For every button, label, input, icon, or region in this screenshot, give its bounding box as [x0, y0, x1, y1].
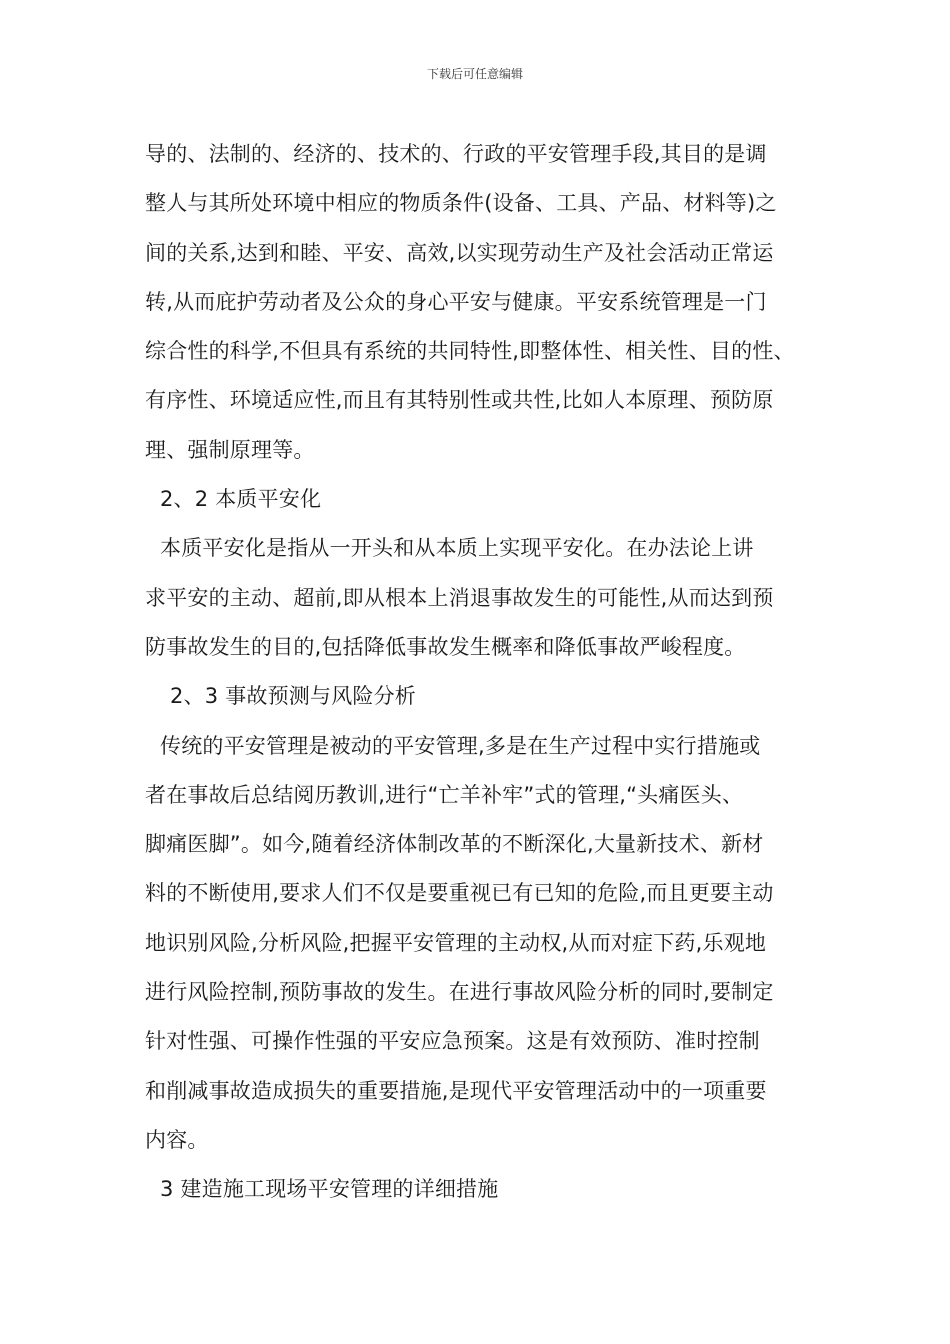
paragraph-line: 防事故发生的目的,包括降低事故发生概率和降低事故严峻程度。 — [145, 634, 746, 659]
paragraph-line: 求平安的主动、超前,即从根本上消退事故发生的可能性,从而达到预 — [145, 585, 774, 610]
paragraph-line: 间的关系,达到和睦、平安、高效,以实现劳动生产及社会活动正常运 — [145, 240, 774, 265]
paragraph-line: 和削减事故造成损失的重要措施,是现代平安管理活动中的一项重要 — [145, 1078, 767, 1103]
paragraph-line: 者在事故后总结阅历教训,进行“亡羊补牢”式的管理,“头痛医头、 — [145, 782, 744, 807]
paragraph-line: 本质平安化是指从一开头和从本质上实现平安化。在办法论上讲 — [160, 536, 754, 561]
section-heading: 3 建造施工现场平安管理的详细措施 — [160, 1177, 499, 1202]
paragraph-line: 料的不断使用,要求人们不仅是要重视已有已知的危险,而且更要主动 — [145, 881, 774, 906]
document-body — [145, 130, 825, 1215]
paragraph-line: 传统的平安管理是被动的平安管理,多是在生产过程中实行措施或 — [160, 733, 761, 758]
paragraph-line: 脚痛医脚”。如今,随着经济体制改革的不断深化,大量新技术、新材 — [145, 832, 764, 857]
paragraph-line: 理、强制原理等。 — [145, 437, 315, 462]
paragraph-line: 有序性、环境适应性,而且有其特别性或共性,比如人本原理、预防原 — [145, 388, 774, 413]
paragraph-line: 地识别风险,分析风险,把握平安管理的主动权,从而对症下药,乐观地 — [145, 930, 767, 955]
paragraph-line: 综合性的科学,不但具有系统的共同特性,即整体性、相关性、目的性、 — [145, 339, 795, 364]
paragraph-line: 进行风险控制,预防事故的发生。在进行事故风险分析的同时,要制定 — [145, 980, 774, 1005]
paragraph-line: 转,从而庇护劳动者及公众的身心平安与健康。平安系统管理是一门 — [145, 289, 767, 314]
paragraph-line: 整人与其所处环境中相应的物质条件(设备、工具、产品、材料等)之 — [145, 191, 777, 216]
paragraph-line: 导的、法制的、经济的、技术的、行政的平安管理手段,其目的是调 — [145, 142, 767, 166]
section-heading: 2、3 事故预测与风险分析 — [170, 684, 416, 709]
page-header: 下载后可任意编辑 — [426, 67, 523, 81]
paragraph-line: 针对性强、可操作性强的平安应急预案。这是有效预防、准时控制 — [145, 1029, 760, 1054]
section-heading: 2、2 本质平安化 — [160, 487, 322, 512]
paragraph-line: 内容。 — [145, 1127, 209, 1152]
